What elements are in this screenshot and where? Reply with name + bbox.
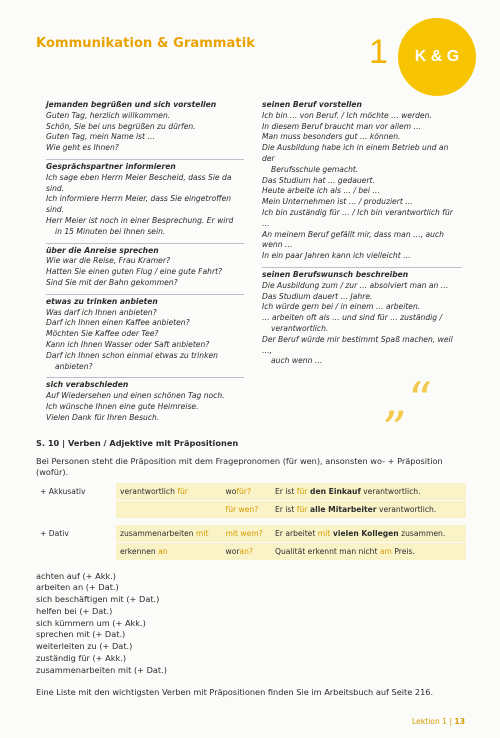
phrase-block <box>46 377 244 423</box>
preposition-highlight: für <box>177 487 188 496</box>
phrase-line: Ich bin … von Beruf. / Ich möchte … werden. <box>262 110 432 120</box>
example-pre: Er ist <box>274 505 297 514</box>
page-footer <box>412 717 465 726</box>
example-preposition: mit <box>317 528 331 538</box>
question-prefix: wo <box>225 487 237 496</box>
example-sentence <box>271 483 466 501</box>
phrase-line: Ich sage eben Herrn Meier Bescheid, dass Sie da sind. <box>46 172 232 193</box>
phrase-line: Ich informiere Herrn Meier, dass Sie eingetroffen sind. <box>46 194 232 215</box>
phrase-line: Auf Wiedersehen und einen schönen Tag noch. <box>46 391 225 401</box>
phrase-line: Herr Meier ist noch in einer Besprechung. Er wird <box>46 215 234 225</box>
example-post: verantwortlich. <box>360 487 421 496</box>
phrase-line: Die Ausbildung habe ich in einem Betrieb und an der <box>262 143 449 163</box>
table-row <box>36 525 466 543</box>
verb-phrase <box>116 483 222 501</box>
phrase-block <box>46 159 244 238</box>
example-post: verantwortlich. <box>376 505 437 514</box>
case-label: + Akkusativ <box>40 487 86 496</box>
case-label <box>36 542 116 560</box>
table-row <box>36 483 466 501</box>
example-object: alle Mitarbeiter <box>307 505 377 514</box>
grammar-section <box>36 438 466 698</box>
phrase-line: Vielen Dank für Ihren Besuch. <box>46 412 160 422</box>
phrase-line: Der Beruf würde mir bestimmt Spaß machen, weil …, <box>262 334 453 355</box>
chapter-number: 1 <box>369 33 388 71</box>
verb-phrase <box>116 542 222 560</box>
question-word <box>222 542 271 560</box>
verb-item: sich beschäftigen mit (+ Dat.) <box>36 594 160 605</box>
phrase-block <box>46 100 244 154</box>
phrase-line: anbieten? <box>55 361 93 371</box>
phrase-line: Wie geht es Ihnen? <box>46 143 119 153</box>
phrase-text: zusammenarbeiten <box>120 528 196 538</box>
verb-phrase <box>116 525 222 543</box>
phrase-line: Sind Sie mit der Bahn gekommen? <box>46 277 178 287</box>
phrase-line: Möchten Sie Kaffee oder Tee? <box>46 329 159 339</box>
question-highlight: für wen? <box>225 505 259 514</box>
question-highlight: an? <box>239 546 253 556</box>
example-post: Preis. <box>391 546 415 556</box>
phrase-block <box>262 267 462 367</box>
phrase-line: Guten Tag, herzlich willkommen. <box>46 110 171 120</box>
case-label <box>36 501 116 519</box>
preposition-highlight: an <box>158 546 168 556</box>
verb-phrase <box>116 501 222 519</box>
verb-item: zusammenarbeiten mit (+ Dat.) <box>36 664 167 675</box>
phrase-text: verantwortlich <box>120 487 178 496</box>
phrase-line: Wie war die Reise, Frau Kramer? <box>46 256 170 266</box>
phrase-line: in 15 Minuten bei Ihnen sein. <box>55 226 166 236</box>
right-column <box>262 100 462 372</box>
verb-item: helfen bei (+ Dat.) <box>36 605 113 616</box>
phrase-line: In diesem Beruf braucht man vor allem … <box>262 121 422 131</box>
question-highlight: für? <box>236 487 252 496</box>
phrase-line: An meinem Beruf gefällt mir, dass man …, auch wenn … <box>262 229 444 250</box>
phrase-line: Darf ich Ihnen einen Kaffee anbieten? <box>46 318 190 328</box>
left-column <box>46 100 244 429</box>
table-row <box>36 501 466 519</box>
verb-list <box>36 571 466 677</box>
phrase-block-title: seinen Beruf vorstellen <box>262 100 362 109</box>
page-number: 13 <box>454 717 465 726</box>
phrase-line: Kann ich Ihnen Wasser oder Saft anbieten? <box>46 339 210 349</box>
phrase-line: Das Studium hat … gedauert. <box>262 175 375 185</box>
example-object: vielen Kollegen <box>330 528 399 538</box>
phrase-line: … arbeiten oft als … und sind für … zuständig / <box>262 313 443 323</box>
phrase-block <box>46 243 244 289</box>
phrase-line: Schön, Sie bei uns begrüßen zu dürfen. <box>46 121 196 131</box>
phrase-block <box>262 100 462 262</box>
example-sentence <box>271 525 466 543</box>
phrase-line: In ein paar Jahren kann ich vielleicht … <box>262 251 411 261</box>
phrase-line: verantwortlich. <box>271 323 329 333</box>
phrase-line: Ich wünsche Ihnen eine gute Heimreise. <box>46 401 199 411</box>
example-preposition: am <box>379 546 392 556</box>
phrase-block-title: Gesprächspartner informieren <box>46 161 176 171</box>
table-row <box>36 542 466 560</box>
lesson-label: Lektion 1 <box>412 717 448 726</box>
verb-item: sich kümmern um (+ Akk.) <box>36 617 146 628</box>
verb-item: sprechen mit (+ Dat.) <box>36 629 126 640</box>
grammar-footnote: Eine Liste mit den wichtigsten Verben mit Präpositionen finden Sie im Arbeitsbuch auf Seite 216. <box>36 686 434 697</box>
verb-item: arbeiten an (+ Dat.) <box>36 582 119 593</box>
phrase-block-title: etwas zu trinken anbieten <box>46 296 158 306</box>
example-preposition: für <box>296 505 308 514</box>
phrase-text: erkennen <box>120 546 159 556</box>
verb-item: weiterleiten zu (+ Dat.) <box>36 641 133 652</box>
phrase-line: Guten Tag, mein Name ist … <box>46 132 155 142</box>
phrase-line: Ich würde gern bei / in einem … arbeiten. <box>262 302 421 312</box>
verb-item: zuständig für (+ Akk.) <box>36 653 127 664</box>
preposition-table <box>36 483 466 561</box>
question-highlight: mit wem? <box>225 528 263 538</box>
phrase-line: Hatten Sie einen guten Flug / eine gute Fahrt? <box>46 267 223 277</box>
phrase-block-title: sich verabschieden <box>46 380 129 390</box>
example-pre: Er ist <box>274 487 297 496</box>
grammar-intro: Bei Personen steht die Präposition mit dem Fragepronomen (für wen), ansonsten wo- + Präposition (wofür). <box>36 456 443 477</box>
chapter-badge: K & G <box>398 18 476 96</box>
grammar-title: S. 10 | Verben / Adjektive mit Präpositionen <box>36 438 239 448</box>
question-word <box>222 525 271 543</box>
phrase-line: Ich bin zuständig für … / Ich bin verantwortlich für … <box>262 207 453 228</box>
question-word <box>222 501 271 519</box>
phrase-line: Das Studium dauert … Jahre. <box>262 291 373 301</box>
phrase-block-title: über die Anreise sprechen <box>46 245 159 255</box>
phrase-block <box>46 294 244 373</box>
preposition-highlight: mit <box>195 528 209 538</box>
example-object: den Einkauf <box>307 487 361 496</box>
page-title: Kommunikation & Grammatik <box>36 36 256 51</box>
phrase-line: Was darf ich Ihnen anbieten? <box>46 307 157 317</box>
example-sentence <box>271 501 466 519</box>
phrase-line: Heute arbeite ich als … / bei … <box>262 186 380 196</box>
phrase-line: auch wenn … <box>271 356 323 366</box>
quote-icon: „“ <box>383 372 433 428</box>
phrase-block-title: seinen Berufswunsch beschreiben <box>262 269 409 279</box>
case-label: + Dativ <box>40 528 69 538</box>
footer-separator: | <box>449 717 455 726</box>
example-pre: Er arbeitet <box>274 528 318 538</box>
verb-item: achten auf (+ Akk.) <box>36 570 116 581</box>
example-preposition: für <box>296 487 308 496</box>
phrase-line: Mein Unternehmen ist … / produziert … <box>262 197 413 207</box>
phrase-block-title: jemanden begrüßen und sich vorstellen <box>46 100 217 109</box>
question-prefix: wor <box>225 546 240 556</box>
phrase-line: Darf ich Ihnen schon einmal etwas zu trinken <box>46 350 218 360</box>
phrase-line: Die Ausbildung zum / zur … absolviert man an … <box>262 280 449 290</box>
example-post: zusammen. <box>398 528 446 538</box>
phrase-line: Man muss besonders gut … können. <box>262 132 401 142</box>
question-word <box>222 483 271 501</box>
example-sentence <box>271 542 466 560</box>
phrase-line: Berufsschule gemacht. <box>271 164 359 174</box>
example-pre: Qualität erkennt man nicht <box>274 546 380 556</box>
